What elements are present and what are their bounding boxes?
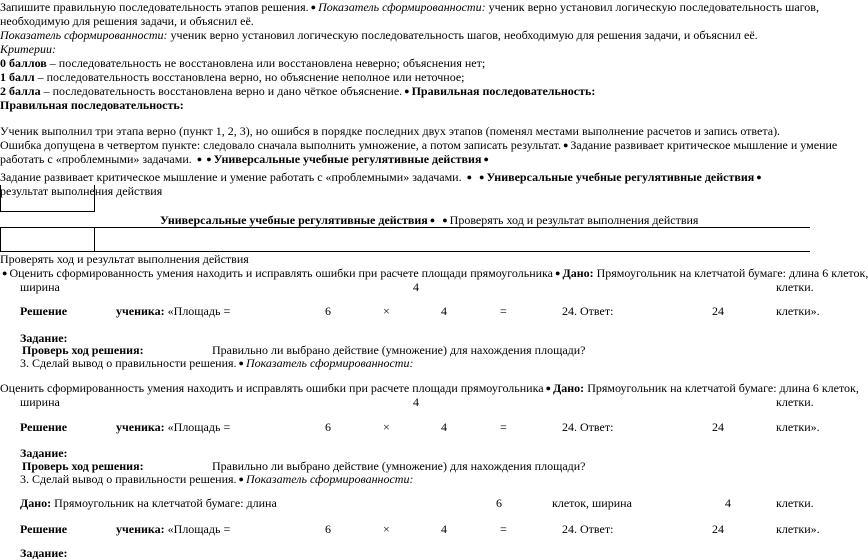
bullet-icon: ● (238, 474, 244, 484)
equals-sign: = (500, 522, 507, 536)
solution-label: Решение (20, 420, 68, 434)
check-label: Проверь ход решения: (22, 343, 144, 357)
num-6: 6 (325, 522, 331, 536)
task-label: Задание: (20, 446, 68, 460)
bullet-icon: ● (483, 154, 489, 164)
conclusion-line: 3. Сделай вывод о правильности решения. ● Показатель сформированности: (20, 356, 414, 370)
width-unit: клетки. (776, 280, 814, 294)
bullet-icon: ● (196, 154, 203, 164)
bullet-icon: ● (756, 172, 762, 182)
width-value: 4 (725, 496, 731, 510)
bullet-icon: ● (442, 215, 448, 225)
times-sign: × (383, 420, 390, 434)
num-6: 6 (325, 304, 331, 318)
student-area-formula: ученика: «Площадь = (116, 522, 231, 536)
bullet-icon: ● (429, 215, 436, 225)
bullet-icon: ● (555, 268, 561, 278)
criteria-0: 0 баллов – последовательность не восстановлена или восстановлена неверно; объяснения нет; (0, 56, 486, 70)
analysis-line: Ученик выполнил три этапа верно (пункт 1, 2, 3), но ошибся в порядке последних двух этапов (поменял местами выполнение расчетов и запись ответа). (0, 124, 781, 138)
width-label: ширина (20, 395, 60, 409)
num-4: 4 (441, 420, 447, 434)
bullet-icon: ● (545, 383, 552, 393)
width-label: ширина (20, 280, 60, 294)
equals-sign: = (500, 304, 507, 318)
num-6: 6 (325, 420, 331, 434)
task-intro-1: ● Оценить сформированность умения находить и исправлять ошибки при расчете площади прямоугольника ● Дано: Прямоугольник на клетчатой бумаге: длина 6 клеток, (2, 266, 868, 280)
solution-label: Решение (20, 522, 68, 536)
criteria-2: 2 балла – последовательность восстановлена верно и дано чёткое объяснение. ● Правильная последовательность: (0, 84, 596, 98)
width-value: 4 (413, 395, 419, 409)
equals-sign: = (500, 420, 507, 434)
times-sign: × (383, 522, 390, 536)
check-question: Правильно ли выбрано действие (умножение) для нахождения площади? (212, 343, 586, 357)
length-value: 6 (496, 496, 502, 510)
criteria-heading: Критерии: (0, 42, 56, 56)
bullet-icon: ● (2, 268, 8, 278)
bullet-icon: ● (310, 2, 317, 12)
student-area-formula: ученика: «Площадь = (116, 420, 231, 434)
indicator-line: Показатель сформированности: ученик верно установил логическую последовательность шагов, необходимую для решения задачи, и объяснил её. (0, 28, 758, 42)
num-4: 4 (441, 304, 447, 318)
answer-unit: клетки». (776, 304, 820, 318)
table-header: Универсальные учебные регулятивные действия ● ● Проверять ход и результат выполнения действия (160, 213, 699, 227)
table-cell-empty (0, 185, 95, 212)
answer-value: 24 (712, 522, 724, 536)
task-label: Задание: (20, 331, 68, 345)
check-question: Правильно ли выбрано действие (умножение) для нахождения площади? (212, 459, 586, 473)
solution-label: Решение (20, 304, 68, 318)
answer-value: 24 (712, 420, 724, 434)
critical-thinking-line: Задание развивает критическое мышление и умение работать с «проблемными» задачами. ● ● Универсальные учебные регулятивные действия ● (0, 170, 762, 184)
width-text: клеток, ширина (552, 496, 632, 510)
answer-unit: клетки». (776, 420, 820, 434)
bullet-icon: ● (404, 86, 410, 96)
task-label: Задание: (20, 546, 68, 560)
num-4: 4 (441, 522, 447, 536)
width-value: 4 (413, 280, 419, 294)
intro-line-1: Запишите правильную последовательность этапов решения. ● Показатель сформированности: ученик верно установил логическую последовательность шагов, (0, 0, 819, 14)
result-line: результат выполнения действия (0, 184, 163, 198)
answer-value: 24 (712, 304, 724, 318)
bullet-icon: ● (466, 172, 473, 182)
table-cell-empty-2 (0, 227, 95, 252)
answer-label: 24. Ответ: (562, 420, 614, 434)
correct-sequence-heading: Правильная последовательность: (0, 98, 184, 112)
answer-unit: клетки». (776, 522, 820, 536)
conclusion-line: 3. Сделай вывод о правильности решения. ● Показатель сформированности: (20, 472, 414, 486)
criteria-1: 1 балл – последовательность восстановлена верно, но объяснение неполное или неточное; (0, 70, 465, 84)
verify-line: Проверять ход и результат выполнения действия (0, 252, 249, 266)
task-intro-2: Оценить сформированность умения находить и исправлять ошибки при расчете площади прямоугольника ● Дано: Прямоугольник на клетчатой бумаге: длина 6 клеток, (0, 381, 859, 395)
intro-line-2: необходимую для решения задачи, и объяснил её. (0, 14, 254, 28)
bullet-icon: ● (562, 140, 569, 150)
check-label: Проверь ход решения: (22, 459, 144, 473)
bullet-icon: ● (479, 172, 485, 182)
error-line: Ошибка допущена в четвертом пункте: следовало сначала выполнить умножение, а потом записать результат. ● Задание развивает критическое мышление и умение (0, 138, 838, 152)
width-unit: клетки. (776, 496, 814, 510)
answer-label: 24. Ответ: (562, 522, 614, 536)
answer-label: 24. Ответ: (562, 304, 614, 318)
bullet-icon: ● (206, 154, 212, 164)
given-line-3: Дано: Прямоугольник на клетчатой бумаге: длина (20, 496, 277, 510)
width-unit: клетки. (776, 395, 814, 409)
bullet-icon: ● (238, 358, 244, 368)
student-area-formula: ученика: «Площадь = (116, 304, 231, 318)
times-sign: × (383, 304, 390, 318)
divider (0, 227, 810, 228)
problem-tasks-line: работать с «проблемными» задачами. ● ● Универсальные учебные регулятивные действия ● (0, 152, 489, 166)
